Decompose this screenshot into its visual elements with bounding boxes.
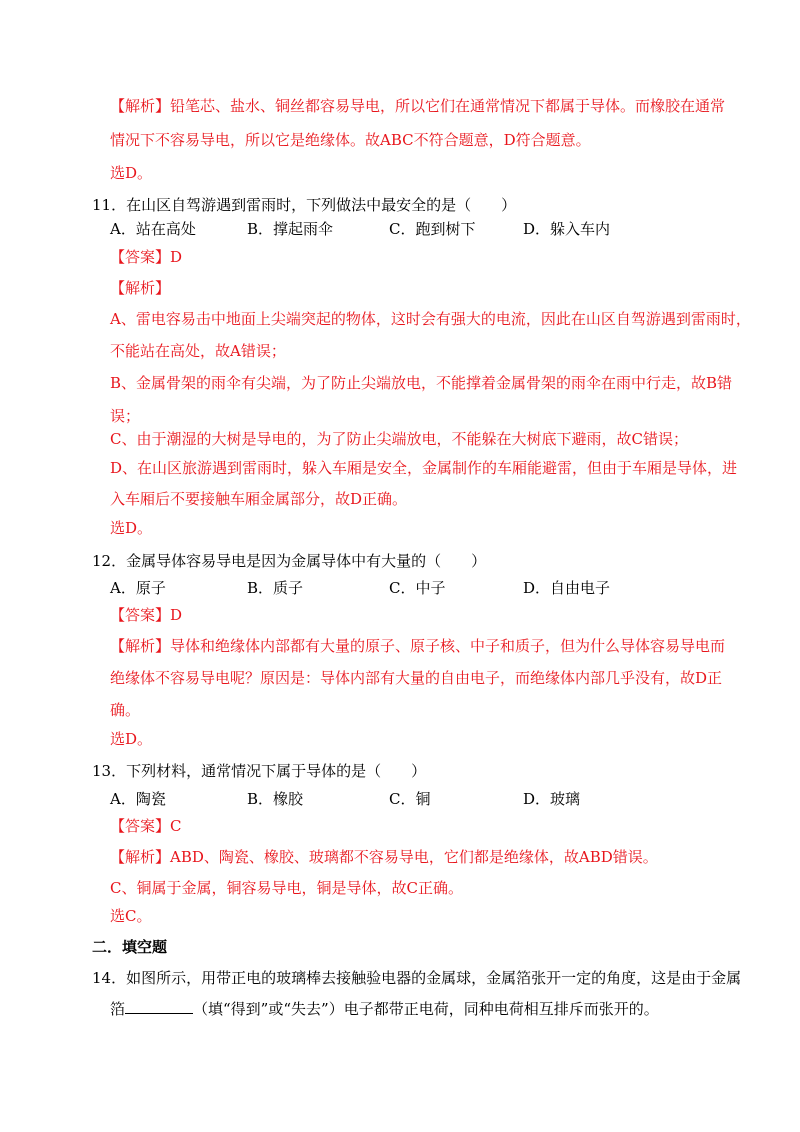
q11-option-b: B．撑起雨伞 (247, 220, 334, 238)
q13-explanation-line-2: C、铜属于金属，铜容易导电，铜是导体，故C正确。 (110, 879, 463, 897)
q14-answer-blank[interactable] (125, 999, 193, 1014)
q13-answer: 【答案】C (110, 817, 182, 835)
q13-option-d: D．玻璃 (523, 790, 581, 808)
q13-option-a: A．陶瓷 (110, 790, 166, 808)
q11-explanation-line-5: C、由于潮湿的大树是导电的，为了防止尖端放电，不能躲在大树底下避雨，故C错误； (110, 430, 688, 448)
q10-select: 选D。 (110, 164, 153, 182)
q11-option-c: C．跑到树下 (389, 220, 476, 238)
q13-option-b: B．橡胶 (247, 790, 304, 808)
q13-option-c: C．铜 (389, 790, 431, 808)
q13-stem: 13．下列材料，通常情况下属于导体的是（ ） (92, 762, 427, 780)
q11-explanation-line-4: 误； (110, 407, 141, 425)
q11-option-a: A．站在高处 (110, 220, 196, 238)
q11-explanation-line-1: A、雷电容易击中地面上尖端突起的物体，这时会有强大的电流，因此在山区自驾游遇到雷雨时， (110, 310, 751, 328)
q11-explanation-line-7: 入车厢后不要接触车厢金属部分，故D正确。 (110, 490, 408, 508)
q10-explanation-line-2: 情况下不容易导电，所以它是绝缘体。故ABC不符合题意，D符合题意。 (110, 131, 591, 149)
q14-stem-suffix: （填“得到”或“失去”）电子都带正电荷，同种电荷相互排斥而张开的。 (193, 1000, 659, 1018)
q12-explanation-line-1: 【解析】导体和绝缘体内部都有大量的原子、原子核、中子和质子，但为什么导体容易导电而 (110, 637, 726, 655)
q12-select: 选D。 (110, 730, 153, 748)
q14-stem-prefix: 箔 (110, 1000, 126, 1018)
q12-option-b: B．质子 (247, 579, 304, 597)
q11-option-d: D．躲入车内 (523, 220, 611, 238)
q11-answer: 【答案】D (110, 248, 183, 266)
q14-stem-line-1: 14．如图所示，用带正电的玻璃棒去接触验电器的金属球，金属箔张开一定的角度，这是由于金属 (92, 969, 742, 987)
q12-explanation-line-3: 确。 (110, 701, 141, 719)
q12-answer: 【答案】D (110, 606, 183, 624)
q13-select: 选C。 (110, 907, 152, 925)
q11-explanation-line-3: B、金属骨架的雨伞有尖端，为了防止尖端放电，不能撑着金属骨架的雨伞在雨中行走，故B错 (110, 374, 733, 392)
q14-stem-line-2 (110, 999, 659, 1019)
q12-option-c: C．中子 (389, 579, 446, 597)
section-title-fill-in: 二．填空题 (92, 938, 168, 956)
q13-explanation-line-1: 【解析】ABD、陶瓷、橡胶、玻璃都不容易导电，它们都是绝缘体，故ABD错误。 (110, 848, 658, 866)
q12-option-a: A．原子 (110, 579, 166, 597)
q12-stem: 12．金属导体容易导电是因为金属导体中有大量的（ ） (92, 552, 487, 570)
q11-explanation-head: 【解析】 (110, 279, 171, 297)
q11-explanation-line-6: D、在山区旅游遇到雷雨时，躲入车厢是安全，金属制作的车厢能避雷，但由于车厢是导体，进 (110, 459, 738, 477)
q12-explanation-line-2: 绝缘体不容易导电呢？原因是：导体内部有大量的自由电子，而绝缘体内部几乎没有，故D正 (110, 669, 723, 687)
q10-explanation-line-1: 【解析】铅笔芯、盐水、铜丝都容易导电，所以它们在通常情况下都属于导体。而橡胶在通常 (110, 97, 726, 115)
q11-select: 选D。 (110, 519, 153, 537)
q11-explanation-line-2: 不能站在高处，故A错误； (110, 342, 286, 360)
q12-option-d: D．自由电子 (523, 579, 611, 597)
q11-stem: 11．在山区自驾游遇到雷雨时，下列做法中最安全的是（ ） (92, 196, 517, 214)
